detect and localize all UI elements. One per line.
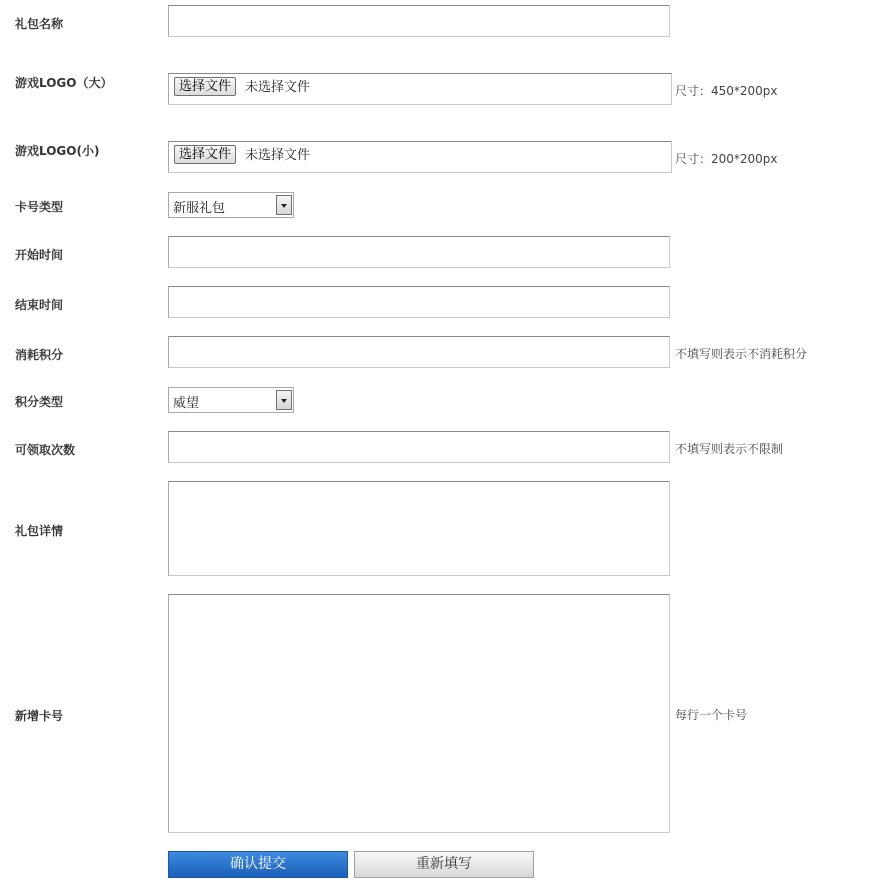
logo-small-file-input[interactable] — [168, 141, 672, 173]
claim-limit-hint: 不填写则表示不限制 — [675, 442, 784, 456]
card-type-select[interactable] — [168, 192, 294, 218]
logo-small-label: 游戏LOGO(小) — [15, 144, 100, 158]
new-cards-label: 新增卡号 — [15, 709, 64, 723]
cost-points-label: 消耗积分 — [15, 348, 64, 362]
cost-points-input[interactable] — [168, 336, 670, 368]
new-cards-textarea[interactable] — [168, 594, 670, 833]
cost-points-hint: 不填写则表示不消耗积分 — [675, 347, 808, 361]
card-type-label: 卡号类型 — [15, 200, 64, 214]
logo-small-size-hint: 尺寸：200*200px — [675, 152, 778, 166]
points-type-select[interactable] — [168, 387, 294, 413]
gift-name-label: 礼包名称 — [15, 17, 64, 31]
logo-small-choose-button[interactable]: 选择文件 — [174, 145, 236, 164]
logo-large-label: 游戏LOGO（大） — [15, 76, 113, 90]
new-cards-hint: 每行一个卡号 — [675, 708, 748, 722]
start-time-input[interactable] — [168, 236, 670, 268]
logo-small-file-status: 未选择文件 — [245, 148, 311, 163]
gift-detail-textarea[interactable] — [168, 481, 670, 576]
points-type-selected: 威望 — [173, 396, 200, 411]
start-time-label: 开始时间 — [15, 248, 64, 262]
end-time-input[interactable] — [168, 286, 670, 318]
end-time-label: 结束时间 — [15, 298, 64, 312]
gift-detail-label: 礼包详情 — [15, 524, 64, 538]
logo-large-choose-button[interactable]: 选择文件 — [174, 77, 236, 96]
claim-limit-label: 可领取次数 — [15, 443, 76, 457]
submit-button[interactable]: 确认提交 — [168, 851, 348, 878]
logo-large-file-status: 未选择文件 — [245, 80, 311, 95]
claim-limit-input[interactable] — [168, 431, 670, 463]
logo-large-file-input[interactable] — [168, 73, 672, 105]
logo-large-size-hint: 尺寸：450*200px — [675, 84, 778, 98]
gift-name-input[interactable] — [168, 5, 670, 37]
points-type-label: 积分类型 — [15, 395, 64, 409]
chevron-down-icon[interactable] — [276, 195, 292, 215]
chevron-down-icon[interactable] — [276, 390, 292, 410]
reset-button[interactable]: 重新填写 — [354, 851, 534, 878]
card-type-selected: 新服礼包 — [173, 201, 226, 216]
